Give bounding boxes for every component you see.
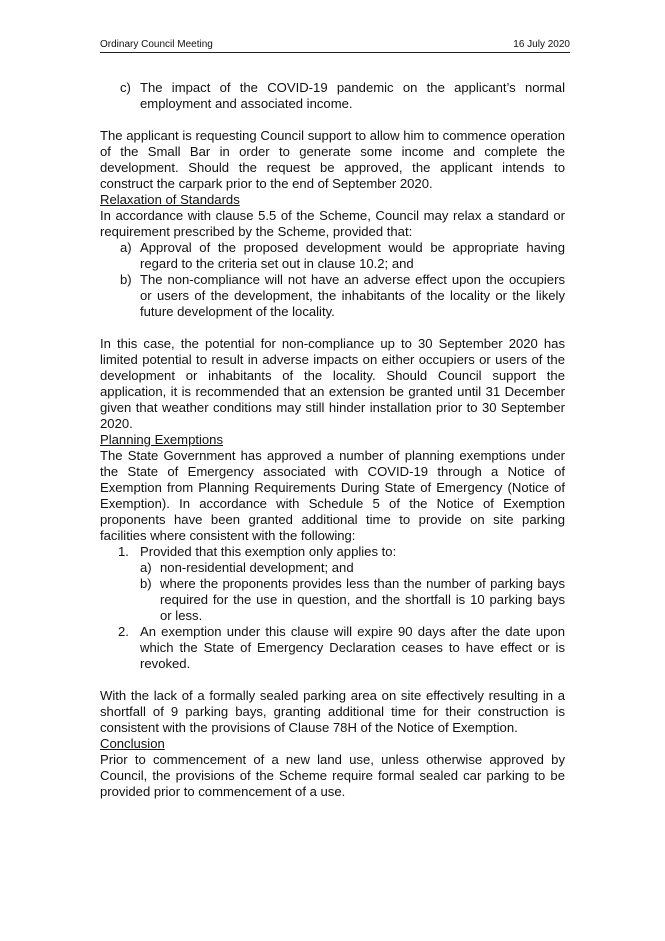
meeting-date: 16 July 2020: [513, 39, 570, 50]
list-item-text: non-residential development; and: [160, 560, 354, 575]
list-marker: b): [120, 272, 132, 287]
list-item-text: An exemption under this clause will expire 90 days after the date upon which the State of Emergency Declaration ceases to have effect or is revoked.: [140, 624, 565, 671]
list-marker: 2.: [118, 624, 129, 639]
exemption-sub-list: [140, 560, 565, 624]
relaxation-intro: In accordance with clause 5.5 of the Scheme, Council may relax a standard or requirement prescribed by the Scheme, provided that:: [100, 208, 565, 239]
list-marker: a): [120, 240, 132, 255]
list-item-2: [100, 624, 565, 672]
list-item-a: [100, 240, 565, 272]
list-marker: c): [120, 80, 131, 95]
list-marker: a): [140, 560, 152, 575]
document-body: [100, 80, 565, 800]
conclusion-text: Prior to commencement of a new land use, unless otherwise approved by Council, the provisions of the Scheme require formal sealed car parking to be provided prior to commencement of a use.: [100, 752, 565, 799]
sub-item-a: [140, 560, 565, 576]
sub-item-b: [140, 576, 565, 624]
case-paragraph: In this case, the potential for non-compliance up to 30 September 2020 has limited potential to result in adverse impacts on either occupiers or users of the development or inhabitants of the locality. Should Council support the application, it is recommended that an extension be granted until 31 December given that weather conditions may still hinder installation prior to 30 September 2020.: [100, 336, 565, 431]
list-marker: 1.: [118, 544, 129, 559]
list-marker: b): [140, 576, 152, 591]
list-item-text: where the proponents provides less than the number of parking bays required for the use in question, and the shortfall is 10 parking bays or less.: [160, 576, 565, 623]
exemptions-intro: The State Government has approved a number of planning exemptions under the State of Emergency associated with COVID-19 through a Notice of Exemption from Planning Requirements During State of Emergency (Notice of Exemption). In accordance with Schedule 5 of the Notice of Exemption proponents have been granted additional time to provide on site parking facilities where consistent with the following:: [100, 448, 565, 543]
impact-list: [100, 80, 565, 112]
list-item-b: [100, 272, 565, 320]
exemption-conditions-list: [100, 544, 565, 672]
relaxation-heading: Relaxation of Standards: [100, 192, 240, 207]
list-item-text: The non-compliance will not have an adverse effect upon the occupiers or users of the development, the inhabitants of the locality or the likely future development of the locality.: [140, 272, 565, 319]
list-item-text: The impact of the COVID-19 pandemic on the applicant’s normal employment and associated income.: [140, 80, 565, 111]
list-item-1: [100, 544, 565, 624]
relaxation-conditions-list: [100, 240, 565, 320]
shortfall-paragraph: With the lack of a formally sealed parking area on site effectively resulting in a shortfall of 9 parking bays, granting additional time for their construction is consistent with the provisions of Clause 78H of the Notice of Exemption.: [100, 688, 565, 735]
conclusion-heading: Conclusion: [100, 736, 165, 751]
page-header: [100, 39, 570, 51]
exemptions-heading: Planning Exemptions: [100, 432, 224, 447]
list-item-c: [100, 80, 565, 112]
list-item-text: Provided that this exemption only applies to:: [140, 544, 397, 559]
list-item-text: Approval of the proposed development would be appropriate having regard to the criteria set out in clause 10.2; and: [140, 240, 565, 271]
meeting-title: Ordinary Council Meeting: [100, 39, 213, 50]
header-divider: [100, 52, 570, 53]
request-paragraph: The applicant is requesting Council support to allow him to commence operation of the Small Bar in order to generate some income and complete the development. Should the request be approved, the applicant intends to construct the carpark prior to the end of September 2020.: [100, 128, 565, 191]
